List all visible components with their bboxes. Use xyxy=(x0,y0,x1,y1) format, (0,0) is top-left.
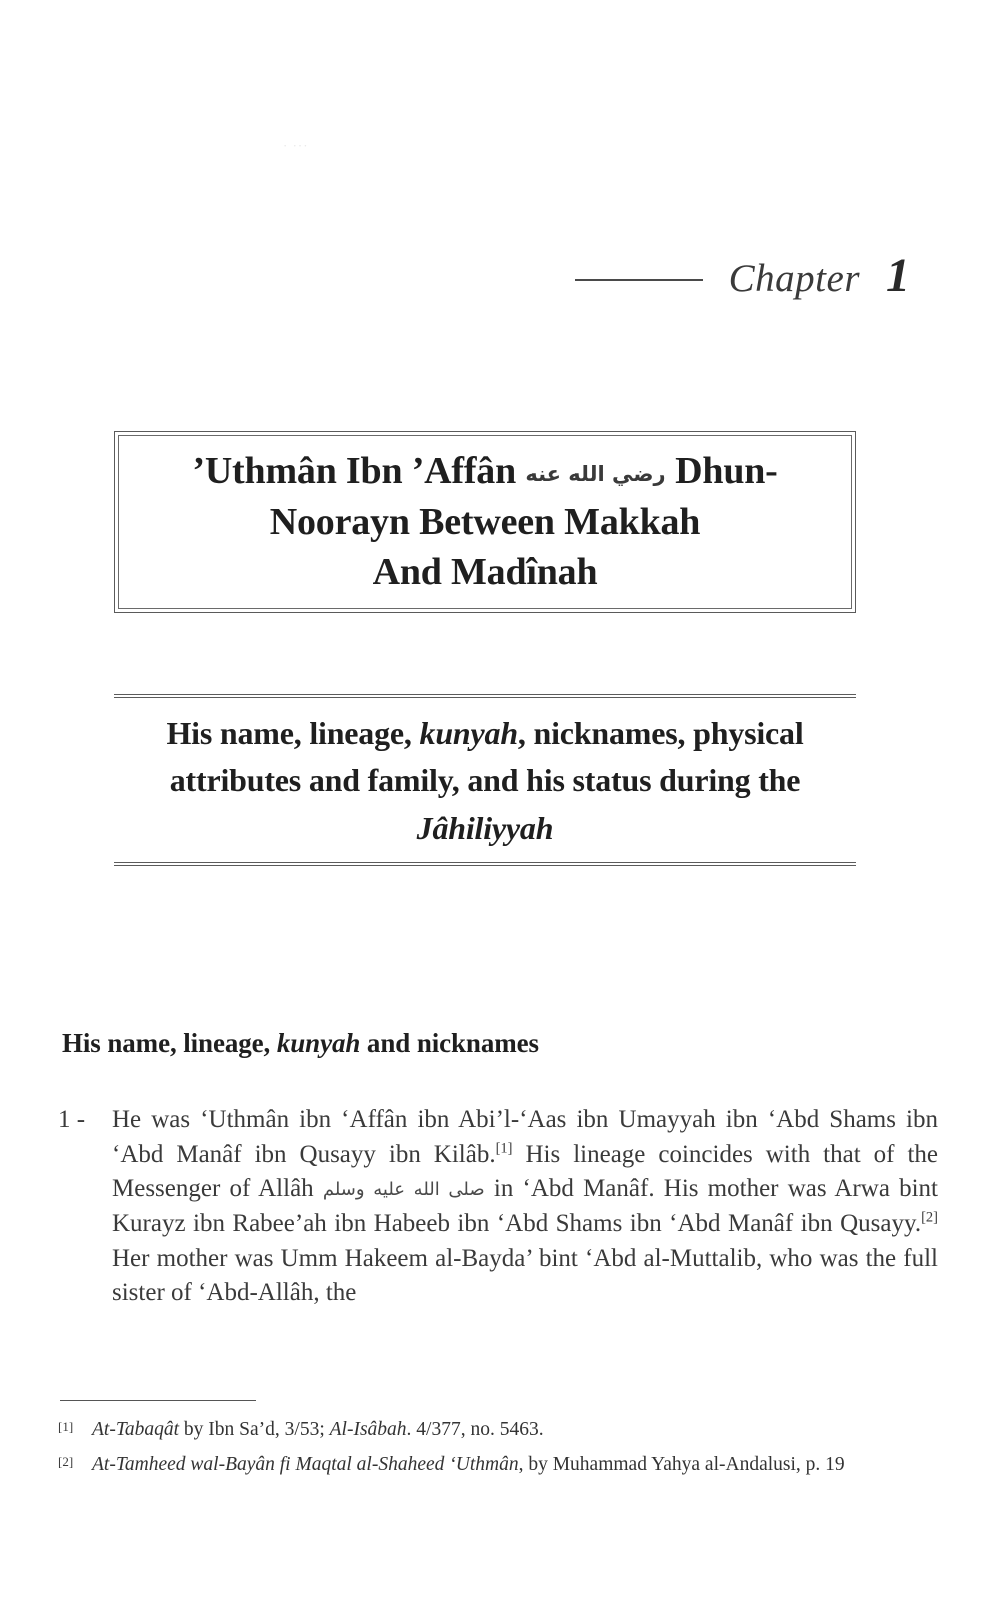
subtitle-italic-kunyah: kunyah xyxy=(419,715,518,751)
footnote-list xyxy=(58,1417,938,1487)
footnote-body xyxy=(92,1452,938,1478)
chapter-title-box xyxy=(114,431,856,613)
subtitle-part2: , nicknames, physical attributes and family, and his status during the xyxy=(169,715,804,799)
scan-artifact: · ··· xyxy=(283,138,309,153)
footnote-title-italic: At-Tabaqât xyxy=(92,1419,180,1440)
footnote-entry xyxy=(58,1452,938,1478)
numbered-paragraph xyxy=(58,1103,938,1311)
body-text-2: His lineage coincides with that of the Messenger of Allâh xyxy=(112,1140,938,1203)
subtitle-part1: His name, lineage, xyxy=(166,715,420,751)
chapter-number: 1 xyxy=(886,249,910,302)
body-text-4: Her mother was Umm Hakeem al-Bayda’ bint ‘Abd al-Muttalib, who was the full sister of ‘Abd-Allâh, the xyxy=(112,1244,938,1307)
subtitle-italic-jahiliyyah: Jâhiliyyah xyxy=(416,809,554,846)
chapter-rule-decoration xyxy=(575,279,703,281)
footnote-plain-1: by Ibn Sa’d, 3/53; xyxy=(179,1419,330,1440)
chapter-title-text xyxy=(174,446,795,598)
body-text-3: in ‘Abd Manâf. His mother was Arwa bint Kurayz ibn Rabee’ah ibn Habeeb ibn ‘Abd Shams ibn ‘Abd Manâf ibn Qusayy. xyxy=(112,1175,938,1237)
chapter-header xyxy=(0,248,994,303)
footnote-reference-1[interactable]: [1] xyxy=(495,1140,513,1157)
footnote-entry xyxy=(58,1417,938,1443)
chapter-label: Chapter xyxy=(728,257,860,300)
footnote-plain-2: . 4/377, no. 5463. xyxy=(406,1419,544,1440)
section-heading-part2: and nicknames xyxy=(360,1028,539,1058)
footnote-plain-1: , by Muhammad Yahya al-Andalusi, p. 19 xyxy=(518,1454,845,1476)
section-heading-part1: His name, lineage, xyxy=(62,1028,277,1058)
footnote-separator-rule xyxy=(60,1400,256,1401)
title-line3: And Madînah xyxy=(372,551,598,594)
title-line1-post: Dhun- xyxy=(675,450,778,493)
footnote-marker: [2] xyxy=(58,1454,74,1470)
list-item-number: 1 - xyxy=(58,1106,86,1133)
footnote-reference-2[interactable]: [2] xyxy=(921,1209,938,1226)
paragraph-text xyxy=(112,1103,938,1311)
chapter-title-box-inner-border xyxy=(118,435,852,609)
body-text-1: He was ‘Uthmân ibn ‘Affân ibn Abi’l-‘Aas ibn Umayyah ibn ‘Abd Shams ibn ‘Abd Manâf ibn Qusayy ibn Kilâb. xyxy=(112,1106,938,1168)
section-heading-italic-kunyah: kunyah xyxy=(276,1028,361,1058)
footnote-marker: [1] xyxy=(58,1419,74,1434)
title-line2: Noorayn Between Makkah xyxy=(269,500,701,543)
subtitle-bottom-rule xyxy=(114,862,856,866)
subtitle-band xyxy=(114,694,856,866)
sallallahu-alayhi-wasallam-icon: صلى الله عليه وسلم xyxy=(322,1179,485,1201)
section-heading xyxy=(62,1028,932,1059)
radiyallahu-anhu-icon: رضي الله عنه xyxy=(525,462,666,487)
title-line1-pre: ’Uthmân Ibn ’Affân xyxy=(192,450,517,493)
footnote-title-italic: At-Tamheed wal-Bayân fi Maqtal al-Shaheed ‘Uthmân xyxy=(92,1454,519,1476)
subtitle-text xyxy=(114,698,856,862)
footnote-title-italic-2: Al-Isâbah xyxy=(329,1419,407,1440)
footnote-body xyxy=(92,1417,938,1443)
